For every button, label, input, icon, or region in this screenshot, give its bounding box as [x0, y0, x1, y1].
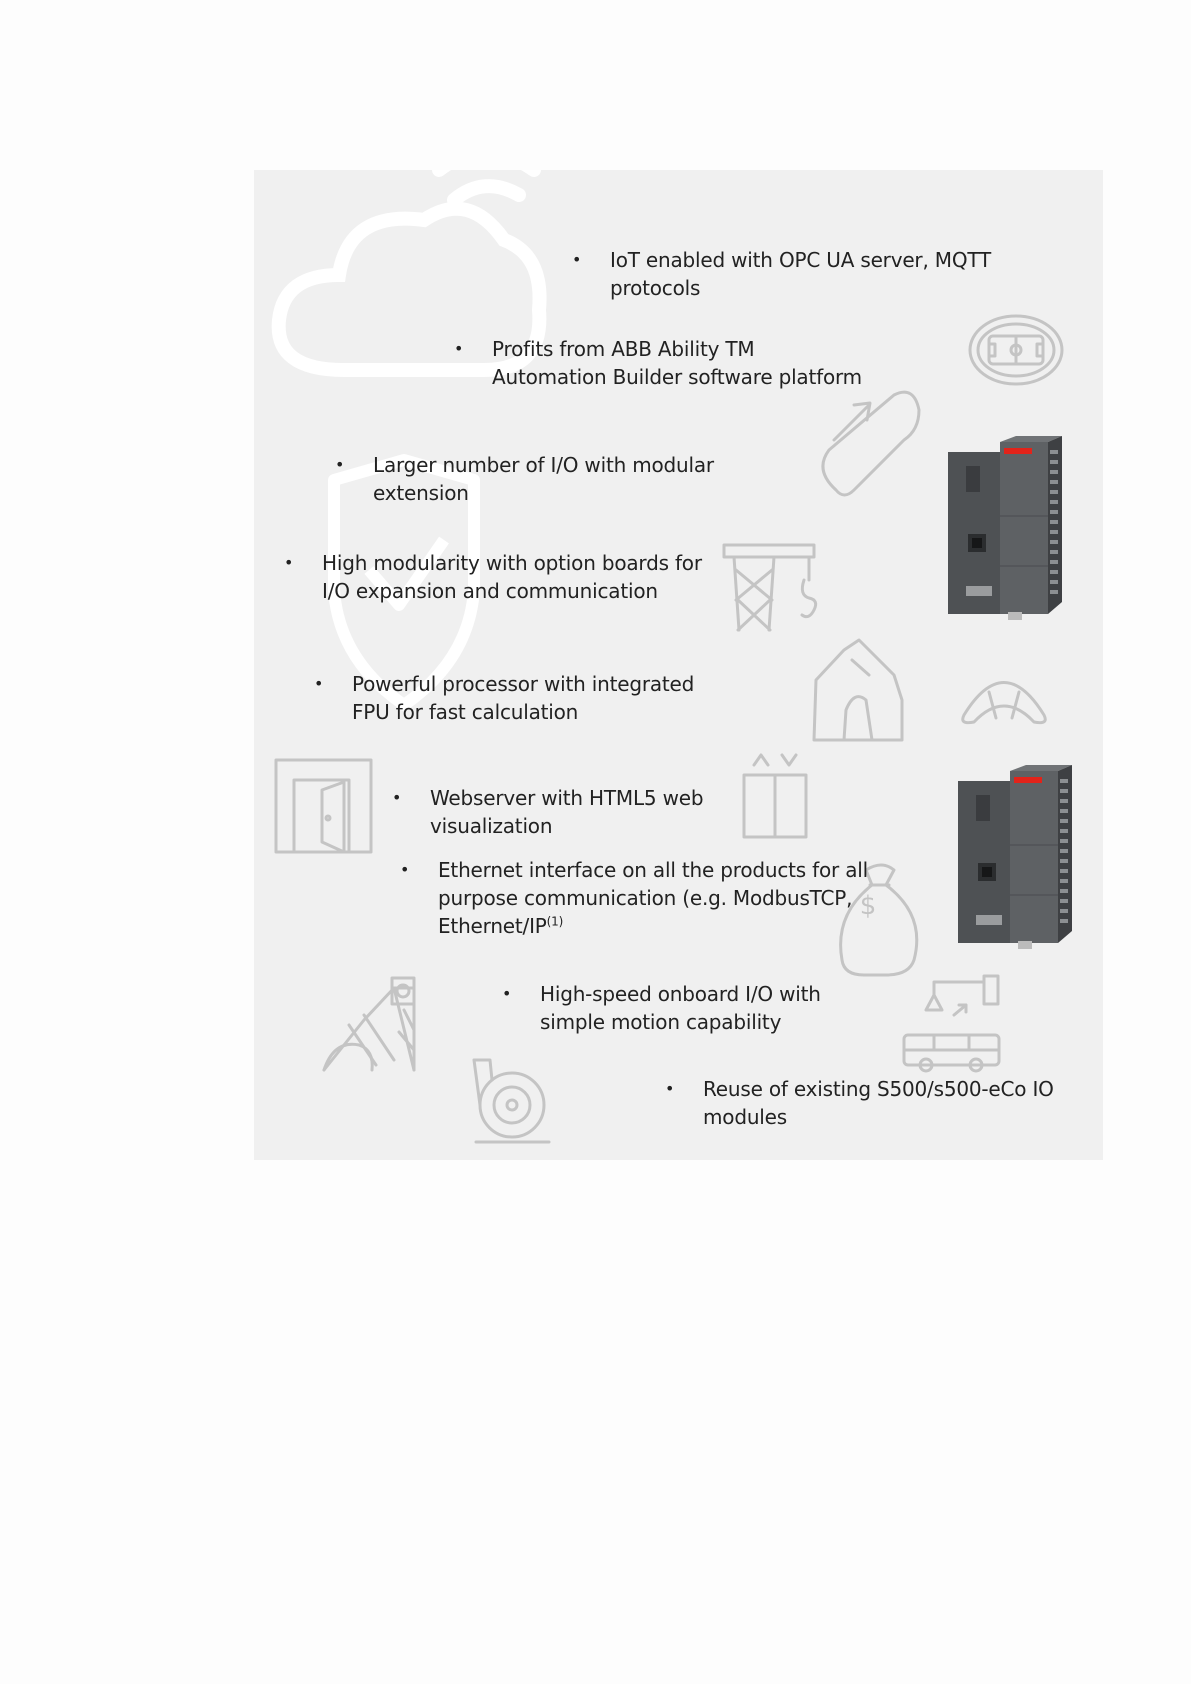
bullet-icon: •	[314, 674, 324, 693]
plc-controller-image-2	[956, 765, 1076, 951]
door-icon	[276, 760, 371, 852]
bullet-icon: •	[284, 553, 294, 572]
feature-io-reuse: • Reuse of existing S500/s500-eCo IO modules	[665, 1077, 1054, 1129]
robot-vehicle-icon	[904, 976, 999, 1071]
feature-panel	[254, 170, 1103, 1160]
elevator-icon	[744, 755, 806, 837]
feature-ethernet: • Ethernet interface on all the products for all purpose communication (e.g. ModbusTCP, Ethernet/IP$^{(1)}$	[400, 858, 868, 938]
bullet-icon: •	[665, 1079, 675, 1098]
pump-icon	[474, 1060, 549, 1142]
feature-processor: • Powerful processor with integrated FPU for fast calculation	[314, 672, 695, 724]
bullet-icon: •	[392, 788, 402, 807]
croissant-icon	[963, 683, 1046, 723]
feature-webserver: • Webserver with HTML5 web visualization	[392, 786, 704, 838]
conveyor-icon	[324, 978, 414, 1070]
bullet-icon: •	[335, 455, 345, 474]
mine-icon	[814, 640, 902, 740]
feature-modular-io: • Larger number of I/O with modular extension	[335, 453, 714, 505]
stadium-icon	[970, 316, 1062, 384]
escalator-icon	[823, 392, 919, 495]
dollar-sign-icon: $	[859, 891, 877, 921]
bullet-icon: •	[454, 339, 464, 358]
feature-high-speed-io: • High-speed onboard I/O with simple motion capability	[502, 982, 821, 1034]
plc-controller-image	[946, 436, 1066, 622]
feature-iot: • IoT enabled with OPC UA server, MQTT protocols	[572, 248, 992, 300]
feature-abb-ability: • Profits from ABB Ability TM Automation Builder software platform	[454, 337, 862, 389]
crane-icon	[724, 545, 816, 630]
bullet-icon: •	[400, 860, 410, 879]
bullet-icon: •	[502, 984, 512, 1003]
bullet-icon: •	[572, 250, 582, 269]
feature-option-boards: • High modularity with option boards for I/O expansion and communication	[284, 551, 702, 603]
